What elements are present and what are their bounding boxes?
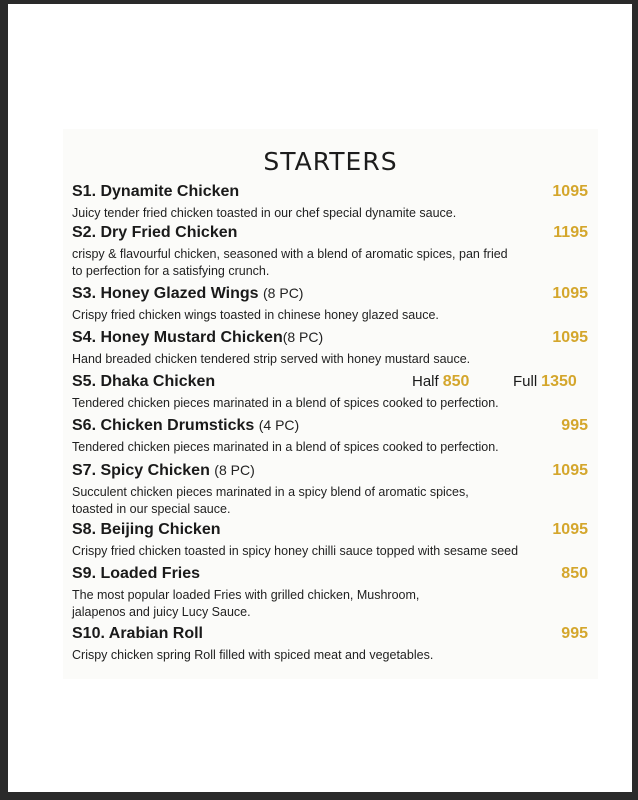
item-name: S3. Honey Glazed Wings (8 PC) <box>72 285 304 302</box>
item-price: 1095 <box>552 329 588 346</box>
item-desc: Tendered chicken pieces marinated in a blend of spices cooked to perfection. <box>72 396 499 410</box>
item-name: S5. Dhaka Chicken <box>72 373 216 390</box>
item-name: S2. Dry Fried Chicken <box>72 224 238 241</box>
menu-item <box>72 417 588 456</box>
item-desc: jalapenos and juicy Lucy Sauce. <box>72 605 251 619</box>
menu-item <box>72 565 588 621</box>
item-desc: The most popular loaded Fries with grilled chicken, Mushroom, <box>72 588 420 602</box>
item-price: 1095 <box>552 285 588 302</box>
item-desc: Crispy fried chicken toasted in spicy honey chilli sauce topped with sesame seed <box>72 544 519 558</box>
item-price: 995 <box>561 417 588 434</box>
item-price: 850 <box>561 565 588 582</box>
item-price: 1195 <box>553 224 588 241</box>
item-desc: Juicy tender fried chicken toasted in our chef special dynamite sauce. <box>72 206 457 220</box>
item-desc: to perfection for a satisfying crunch. <box>72 264 270 278</box>
item-price: 1095 <box>552 183 588 200</box>
item-name: S9. Loaded Fries <box>72 565 201 582</box>
menu-item <box>72 373 588 412</box>
item-name: S10. Arabian Roll <box>72 625 203 642</box>
menu-title: STARTERS <box>263 147 398 176</box>
menu-item <box>72 224 588 280</box>
menu-item <box>72 521 588 560</box>
item-desc: Crispy fried chicken wings toasted in chinese honey glazed sauce. <box>72 308 439 322</box>
item-desc: crispy & flavourful chicken, seasoned with a blend of aromatic spices, pan fried <box>72 247 508 261</box>
item-name: S4. Honey Mustard Chicken(8 PC) <box>72 329 324 346</box>
menu-item <box>72 285 588 324</box>
item-name: S7. Spicy Chicken (8 PC) <box>72 462 255 479</box>
menu-item <box>72 462 588 518</box>
item-name: S8. Beijing Chicken <box>72 521 221 538</box>
item-price: 995 <box>561 625 588 642</box>
full-price: Full 1350 <box>513 373 577 390</box>
item-desc: Tendered chicken pieces marinated in a blend of spices cooked to perfection. <box>72 440 499 454</box>
half-price: Half 850 <box>412 373 470 390</box>
item-price: 1095 <box>552 521 588 538</box>
starters-menu <box>63 129 598 679</box>
menu-item <box>72 329 588 368</box>
menu-item <box>72 183 588 222</box>
item-price: 1095 <box>552 462 588 479</box>
item-name: S1. Dynamite Chicken <box>72 183 240 200</box>
item-name: S6. Chicken Drumsticks (4 PC) <box>72 417 300 434</box>
item-desc: Crispy chicken spring Roll filled with spiced meat and vegetables. <box>72 648 434 662</box>
item-desc: toasted in our special sauce. <box>72 502 231 516</box>
item-desc: Hand breaded chicken tendered strip served with honey mustard sauce. <box>72 352 471 366</box>
menu-item <box>72 625 588 664</box>
menu-page <box>8 4 632 792</box>
item-desc: Succulent chicken pieces marinated in a spicy blend of aromatic spices, <box>72 485 469 499</box>
